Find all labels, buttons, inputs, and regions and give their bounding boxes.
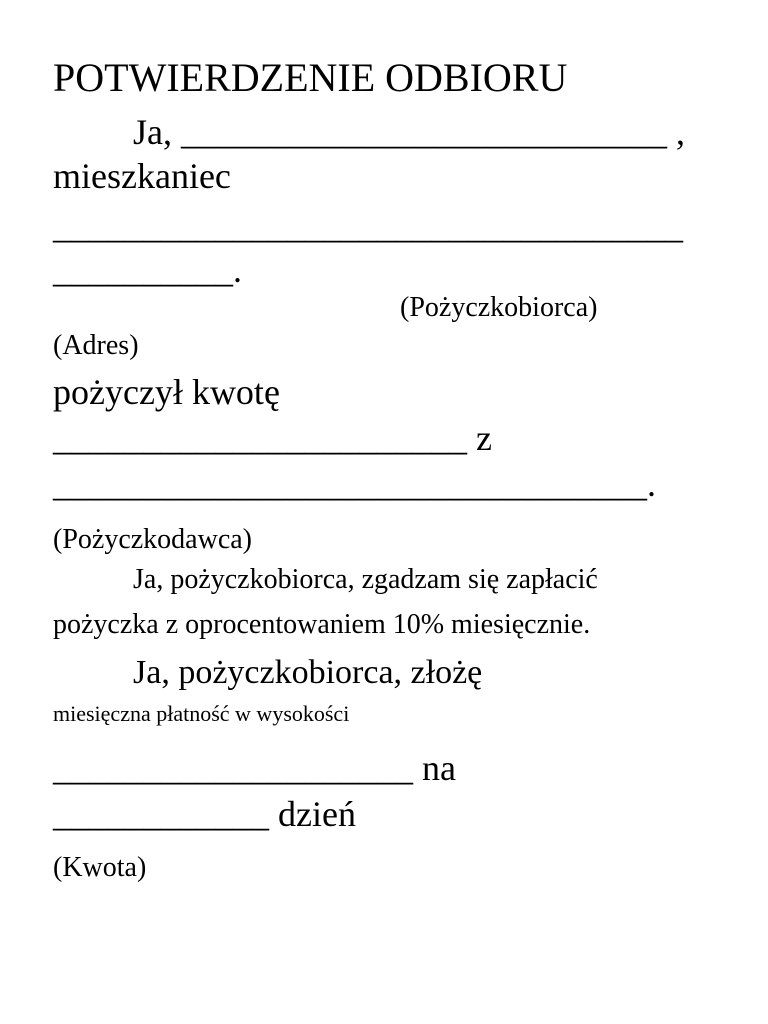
borrowed-amount-label: pożyczył kwotę [53,372,280,412]
agreement-text-line-2: pożyczka z oprocentowaniem 10% miesięcznie. [53,609,591,640]
document-title: POTWIERDZENIE ODBIORU [53,55,568,100]
lender-blank-line: _________________________________. [53,464,656,504]
address-caption: (Adres) [53,330,139,361]
agreement-text-line-1: Ja, pożyczkobiorca, zgadzam się zapłacić [133,564,598,595]
amount-blank-line: _______________________ z [53,418,492,458]
address-blank-line: ___________________________________ [53,206,683,246]
payment-pledge-line: Ja, pożyczkobiorca, złożę [133,654,483,691]
lender-caption: (Pożyczkodawca) [53,524,253,555]
monthly-payment-label: miesięczna płatność w wysokości [53,701,350,726]
address-blank-line-end: __________. [53,250,242,290]
payment-amount-blank-line: ____________________ na [53,748,456,788]
amount-caption: (Kwota) [53,852,147,883]
borrower-caption: (Pożyczkobiorca) [400,292,598,323]
borrower-name-line: Ja, ___________________________ , [133,112,685,152]
payment-day-blank-line: ____________ dzień [53,794,356,834]
resident-label: mieszkaniec [53,156,231,196]
